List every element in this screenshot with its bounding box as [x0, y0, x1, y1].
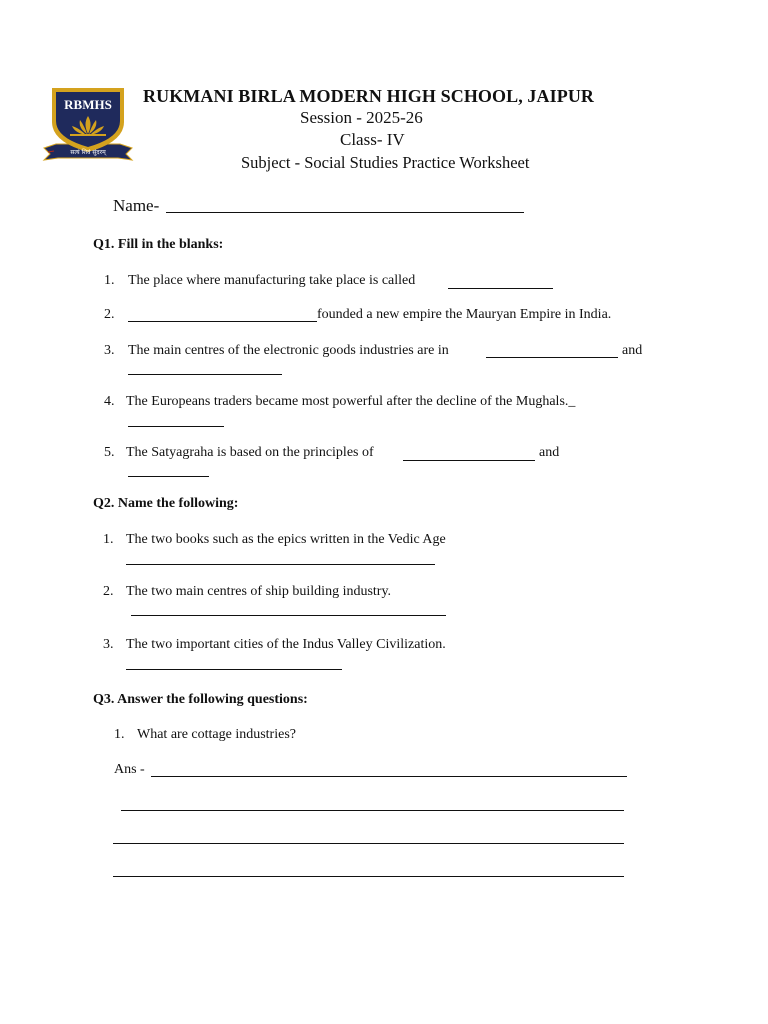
q1-item-3-blank-a[interactable]	[486, 357, 618, 358]
q2-item-1-text: The two books such as the epics written in the Vedic Age	[126, 532, 446, 547]
q1-item-4-text: The Europeans traders became most powerful after the decline of the Mughals._	[126, 394, 576, 409]
q1-item-3-and: and	[622, 343, 643, 358]
q3-item-1-num: 1.	[114, 727, 125, 742]
q2-item-1-blank[interactable]	[126, 564, 435, 565]
q1-item-5-and: and	[539, 445, 560, 460]
q1-heading: Q1. Fill in the blanks:	[93, 237, 224, 252]
q1-item-4-blank[interactable]	[128, 426, 224, 427]
q2-item-2-blank[interactable]	[131, 615, 446, 616]
q1-item-4-num: 4.	[104, 394, 115, 409]
school-crest-logo	[42, 84, 134, 164]
school-name: RUKMANI BIRLA MODERN HIGH SCHOOL, JAIPUR	[143, 86, 595, 106]
q3-heading: Q3. Answer the following questions:	[93, 692, 308, 707]
q1-item-5-num: 5.	[104, 445, 115, 460]
name-label: Name-	[113, 196, 160, 215]
q1-item-3-num: 3.	[104, 343, 115, 358]
q1-item-1-num: 1.	[104, 273, 115, 288]
subject-title: Subject - Social Studies Practice Worksheet	[241, 153, 530, 172]
q3-ans-line-2[interactable]	[121, 810, 624, 811]
q1-item-2-blank[interactable]	[128, 321, 317, 322]
q2-item-2-text: The two main centres of ship building industry.	[126, 584, 392, 599]
q3-ans-line-4[interactable]	[113, 876, 624, 877]
q1-item-3-text: The main centres of the electronic goods industries are in	[128, 343, 449, 358]
q1-item-1-blank[interactable]	[448, 288, 553, 289]
class-label: Class- IV	[340, 130, 405, 149]
q1-item-3-blank-b[interactable]	[128, 374, 282, 375]
q3-ans-line-3[interactable]	[113, 843, 624, 844]
logo-motto: सत्यं शिवं सुंदरम्	[70, 149, 106, 156]
q3-ans-label: Ans -	[114, 762, 145, 777]
q1-item-1-text: The place where manufacturing take place is called	[128, 273, 416, 288]
q2-item-3-num: 3.	[103, 637, 114, 652]
q1-item-2-num: 2.	[104, 307, 115, 322]
q2-item-1-num: 1.	[103, 532, 114, 547]
session: Session - 2025-26	[300, 108, 423, 127]
q1-item-5-text: The Satyagraha is based on the principles of	[126, 445, 374, 460]
q2-item-2-num: 2.	[103, 584, 114, 599]
logo-text: RBMHS	[64, 97, 112, 112]
q2-item-3-text: The two important cities of the Indus Valley Civilization.	[126, 637, 446, 652]
q3-item-1-text: What are cottage industries?	[137, 727, 296, 742]
q3-ans-line-1[interactable]	[151, 776, 627, 777]
q1-item-5-blank-a[interactable]	[403, 460, 535, 461]
q2-heading: Q2. Name the following:	[93, 496, 239, 511]
q1-item-5-blank-b[interactable]	[128, 476, 209, 477]
name-blank[interactable]	[166, 212, 524, 213]
q1-item-2-text: founded a new empire the Mauryan Empire in India.	[317, 307, 612, 322]
q2-item-3-blank[interactable]	[126, 669, 342, 670]
